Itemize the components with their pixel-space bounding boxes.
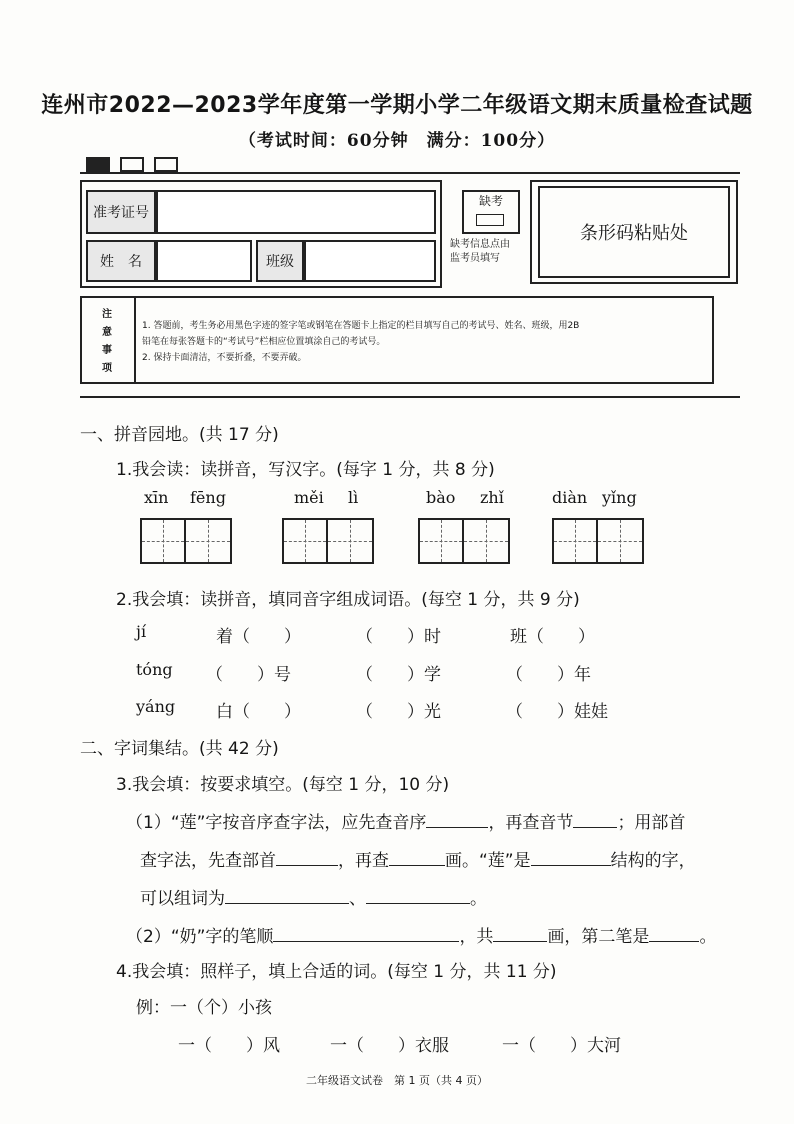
position-mark-empty [120,157,144,172]
page-footer: 二年级语文试卷 第 1 页（共 4 页） [306,1074,488,1087]
exam-title: 连州市2022—2023学年度第一学期小学二年级语文期末质量检查试题 [41,93,753,118]
q2-item[interactable]: 白（ ） [216,702,301,722]
pinyin-label: měi [294,488,324,507]
answer-blank[interactable] [389,849,445,866]
absent-label: 缺考 [478,194,503,208]
header-divider [80,172,740,174]
pinyin-label: lì [348,488,359,507]
section1-title: 一、拼音园地。(共 17 分) [80,425,279,445]
q2-item[interactable]: （ ）号 [206,665,291,685]
answer-blank[interactable] [426,811,488,828]
exam-id-field[interactable] [156,190,436,234]
notice-label: 注 意 事 项 [102,309,112,374]
q2-item[interactable]: 着（ ） [216,627,301,647]
notice-item-1: 1. 答题前，考生务必用黑色字迹的签字笔或钢笔在答题卡上指定的栏目填写自己的考试号、姓名、班级，用2B [142,321,580,331]
q2-item[interactable]: （ ）时 [356,627,441,647]
q2-pinyin: jí [136,622,147,641]
class-label: 班级 [256,240,304,282]
q3-title: 3.我会填：按要求填空。(每空 1 分，10 分) [116,775,450,795]
q3-line-4: （2）“奶”字的笔顺 ，共 画，第二笔是 。 [126,927,717,947]
answer-blank[interactable] [493,925,547,942]
name-label: 姓 名 [86,240,156,282]
answer-blank[interactable] [366,887,470,904]
position-marks [86,157,178,172]
pinyin-label: diàn [552,488,588,507]
q3-line-3: 可以组词为 、 。 [140,889,487,909]
answer-blank[interactable] [273,925,459,942]
q4-example: 例：一（个）小孩 [136,998,272,1018]
answer-blank[interactable] [225,887,349,904]
q2-pinyin: yáng [136,697,176,716]
q2-item[interactable]: 班（ ） [510,627,595,647]
pinyin-label: yǐng [602,488,637,507]
barcode-area[interactable]: 条形码粘贴处 [538,186,730,278]
writing-grid[interactable] [418,518,510,564]
notice-divider [134,296,136,384]
absent-bubble[interactable] [476,214,504,226]
answer-blank[interactable] [276,849,338,866]
writing-grid[interactable] [282,518,374,564]
q2-item[interactable]: （ ）娃娃 [506,702,608,722]
absent-note-1: 缺考信息点由 [450,239,510,250]
q4-item[interactable]: 一（ ）衣服 [330,1036,449,1056]
class-field[interactable] [304,240,436,282]
exam-subtitle: （考试时间：60分钟 满分：100分） [238,131,556,151]
pinyin-label: xīn [144,488,169,507]
position-mark-filled [86,157,110,172]
absent-note-2: 监考员填写 [450,253,500,264]
q3-line-2: 查字法，先查部首 ，再查 画。“莲”是 结构的字， [140,851,696,871]
q2-title: 2.我会填：读拼音，填同音字组成词语。(每空 1 分，共 9 分) [116,590,580,610]
q2-item[interactable]: （ ）年 [506,665,591,685]
q2-item[interactable]: （ ）学 [356,665,441,685]
exam-id-label: 准考证号 [86,190,156,234]
q1-title: 1.我会读：读拼音，写汉字。(每字 1 分，共 8 分) [116,460,495,480]
section2-title: 二、字词集结。(共 42 分) [80,739,279,759]
position-mark-empty [154,157,178,172]
writing-grid[interactable] [140,518,232,564]
notice-bottom-divider [80,396,740,398]
q4-item[interactable]: 一（ ）大河 [502,1036,621,1056]
answer-blank[interactable] [573,811,617,828]
pinyin-label: bào [426,488,456,507]
pinyin-label: fēng [190,488,226,507]
writing-grid[interactable] [552,518,644,564]
q2-item[interactable]: （ ）光 [356,702,441,722]
answer-blank[interactable] [531,849,611,866]
notice-item-1-cont: 铅笔在每张答题卡的“考试号”栏相应位置填涂自己的考试号。 [142,337,386,347]
answer-blank[interactable] [649,925,699,942]
name-field[interactable] [156,240,252,282]
q3-line-1: （1）“莲”字按音序查字法，应先查音序 ，再查音节 ；用部首 [126,813,686,833]
q2-pinyin: tóng [136,660,173,679]
notice-item-2: 2. 保持卡面清洁，不要折叠，不要弄破。 [142,353,307,363]
q4-title: 4.我会填：照样子，填上合适的词。(每空 1 分，共 11 分) [116,962,557,982]
q4-item[interactable]: 一（ ）风 [178,1036,280,1056]
pinyin-label: zhǐ [480,488,504,507]
